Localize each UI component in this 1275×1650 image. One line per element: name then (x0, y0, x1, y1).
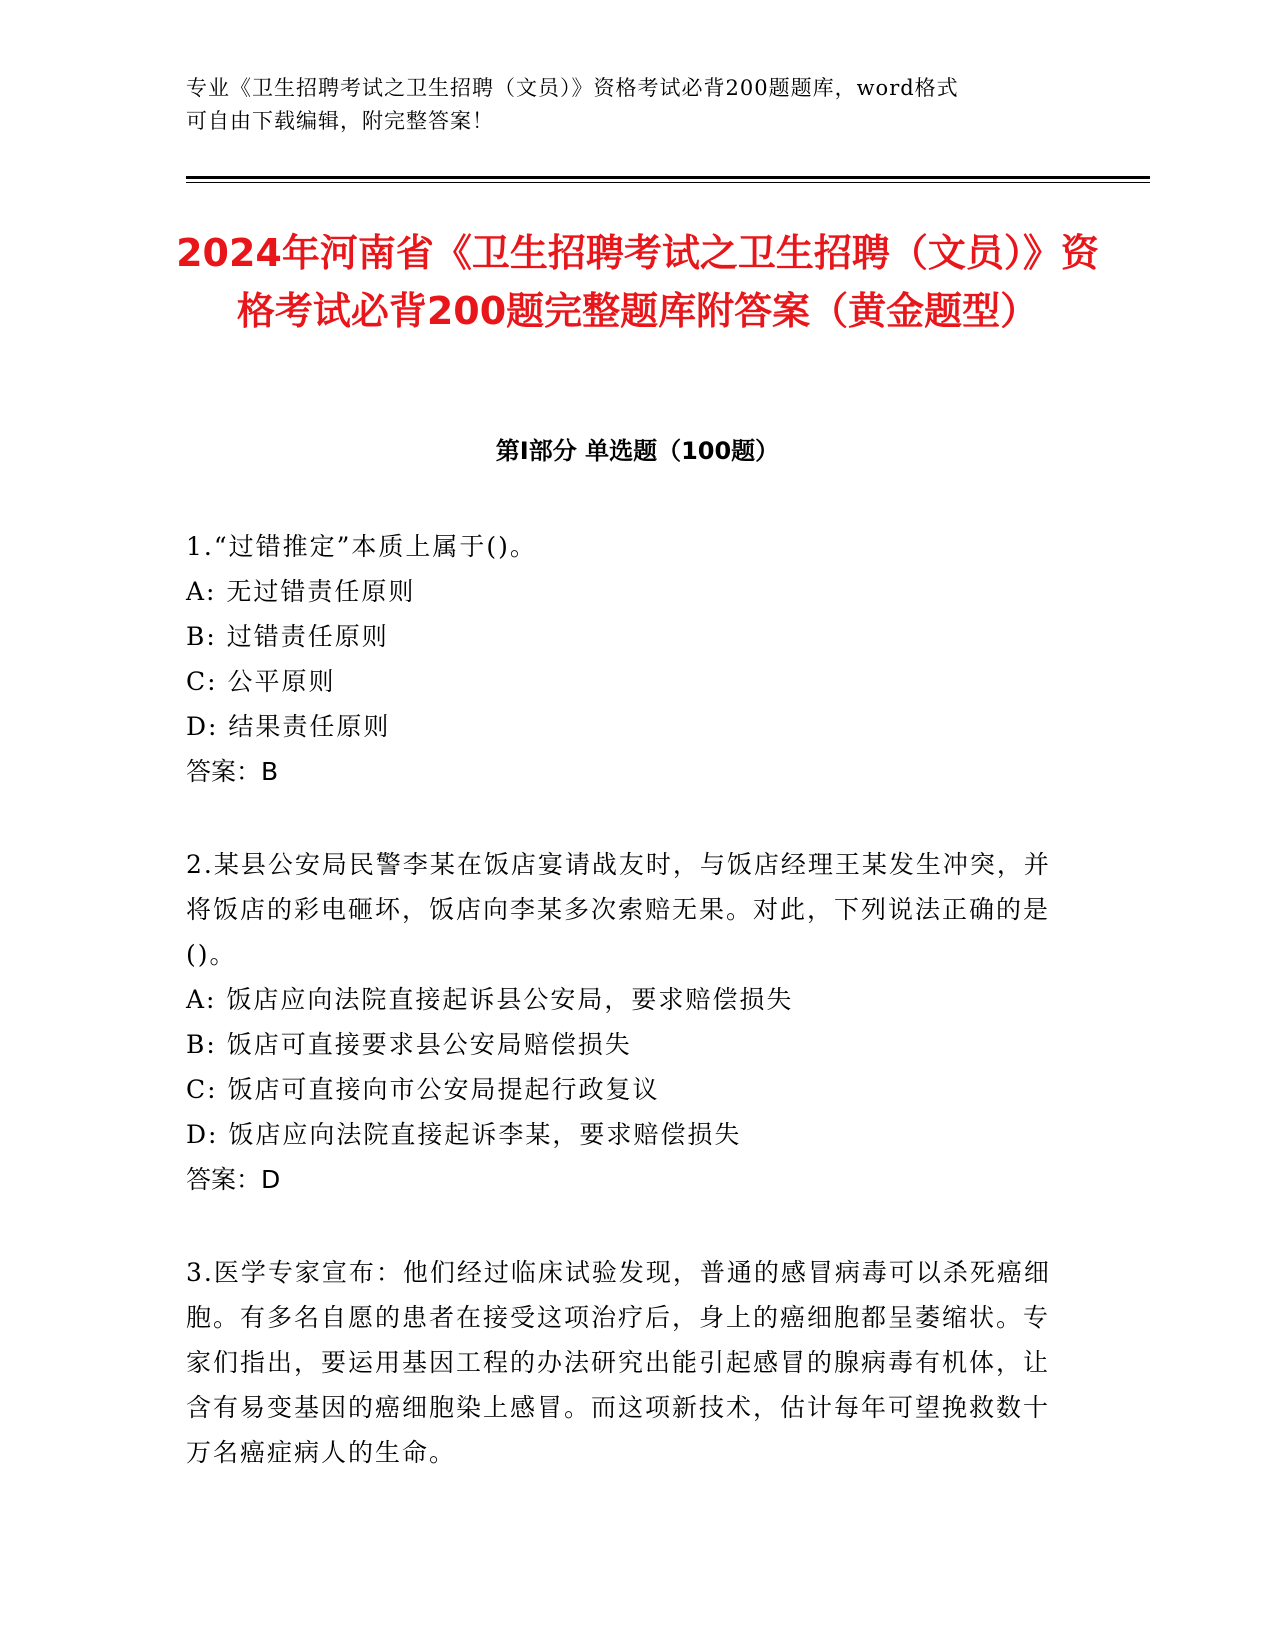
question-stem: 1.“过错推定”本质上属于()。 (186, 532, 537, 561)
question-3 (186, 1250, 1066, 1475)
answer-label: 答案：D (186, 1165, 281, 1194)
option-c: C: 公平原则 (186, 667, 336, 696)
header-divider-thick (186, 176, 1150, 179)
question-stem: 3.医学专家宣布：他们经过临床试验发现，普通的感冒病毒可以杀死癌细胞。有多名自愿的患者在接受这项治疗后，身上的癌细胞都呈萎缩状。专家们指出，要运用基因工程的办法研究出能引起感冒的腺病毒有机体，让含有易变基因的癌细胞染上感冒。而这项新技术，估计每年可望挽救数十万名癌症病人的生命。 (186, 1258, 1051, 1467)
option-c: C: 饭店可直接向市公安局提起行政复议 (186, 1075, 660, 1104)
option-b: B: 饭店可直接要求县公安局赔偿损失 (186, 1030, 632, 1059)
header-divider-thin (186, 182, 1150, 183)
question-1 (186, 524, 1066, 794)
question-stem: 2.某县公安局民警李某在饭店宴请战友时，与饭店经理王某发生冲突，并将饭店的彩电砸坏，饭店向李某多次索赔无果。对此，下列说法正确的是()。 (186, 850, 1051, 969)
option-b: B: 过错责任原则 (186, 622, 389, 651)
header-note-line-1: 专业《卫生招聘考试之卫生招聘（文员）》资格考试必背200题题库，word格式 (186, 76, 959, 100)
document-title: 2024年河南省《卫生招聘考试之卫生招聘（文员）》资格考试必背200题完整题库附答案（黄金题型） (176, 231, 1099, 333)
option-a: A: 无过错责任原则 (186, 577, 416, 606)
section-heading: 第Ⅰ部分 单选题（100题） (495, 437, 780, 465)
answer-label: 答案：B (186, 757, 279, 786)
header-note (186, 72, 1066, 138)
question-2 (186, 842, 1066, 1202)
option-d: D: 饭店应向法院直接起诉李某，要求赔偿损失 (186, 1120, 742, 1149)
option-d: D: 结果责任原则 (186, 712, 391, 741)
option-a: A: 饭店应向法院直接起诉县公安局，要求赔偿损失 (186, 985, 794, 1014)
question-list (186, 524, 1066, 1523)
header-note-line-2: 可自由下载编辑，附完整答案！ (186, 109, 494, 133)
